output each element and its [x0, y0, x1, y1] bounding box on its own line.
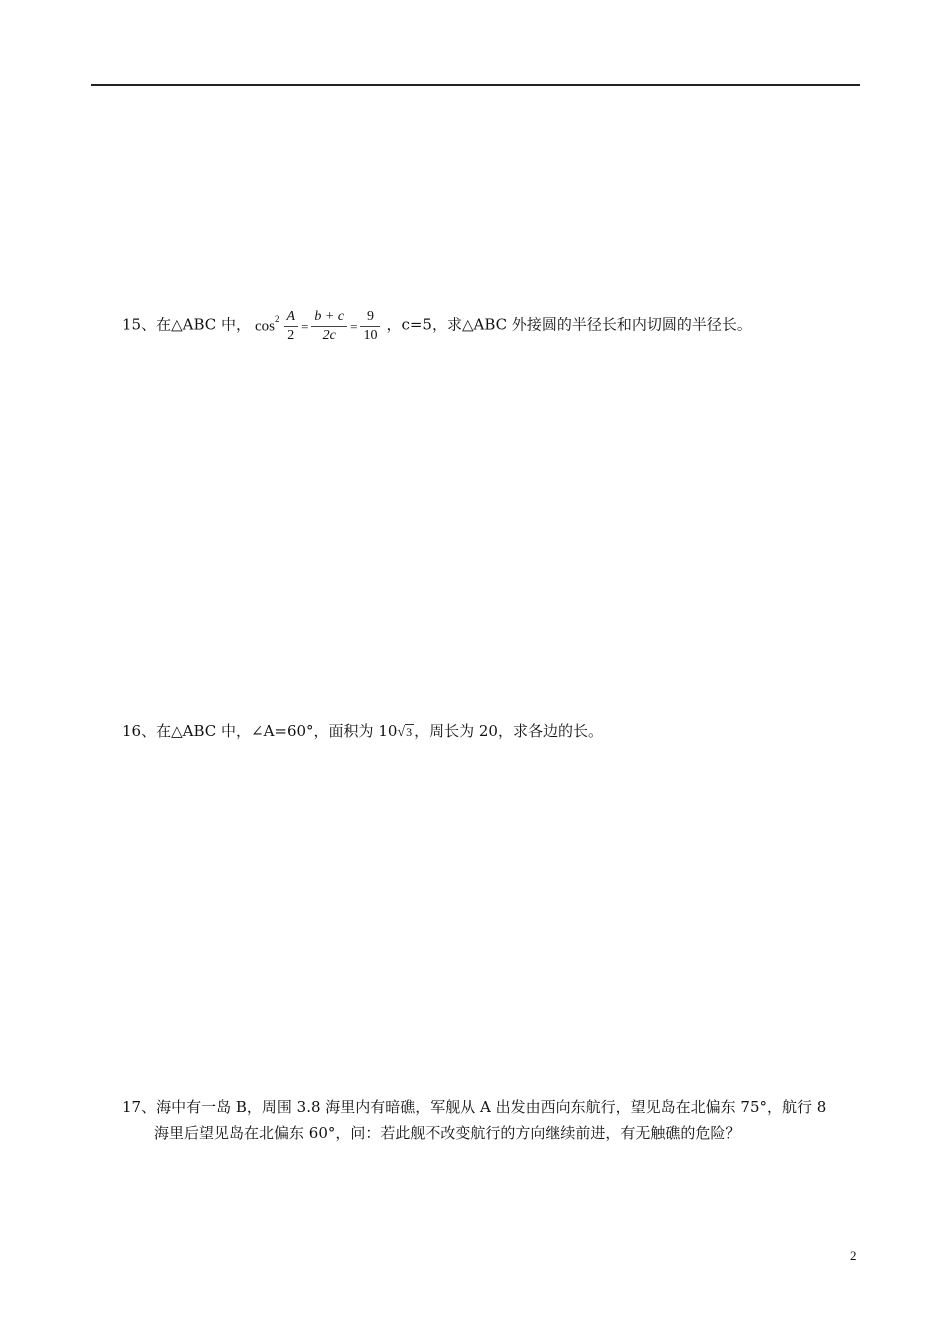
page-number: 2: [850, 1248, 857, 1263]
problem-17-line-2: 海里后望见岛在北偏东 60°，问：若此舰不改变航行的方向继续前进，有无触礁的危险？: [154, 1124, 741, 1142]
fraction-10-denominator: 10: [363, 328, 378, 344]
radicand: 3: [406, 725, 413, 739]
radical-sign: √: [397, 725, 406, 740]
fraction-a-over-2: [284, 308, 299, 345]
problem-16: [122, 718, 603, 746]
fraction-9-over-10: [360, 308, 380, 345]
fraction-bc-numerator: b + c: [311, 308, 347, 327]
problem-15-prefix: 15、在△ABC 中，: [122, 315, 252, 334]
problem-17-line-1: 17、海中有一岛 B，周围 3.8 海里内有暗礁，军舰从 A 出发由西向东航行，望见岛在北偏东 75°，航行 8: [122, 1098, 827, 1116]
cos-power: 2: [275, 314, 280, 324]
cos-function: cos: [255, 318, 276, 335]
problem-17: [122, 1094, 862, 1146]
sqrt-three: [397, 719, 414, 746]
problem-15: [122, 306, 752, 345]
fraction-9-numerator: 9: [360, 308, 380, 327]
problem-15-formula: [255, 306, 382, 345]
fraction-bc-denominator: 2c: [322, 328, 336, 344]
fraction-a-numerator: A: [284, 308, 299, 327]
fraction-bc-over-2c: [311, 308, 347, 345]
header-rule: [91, 84, 860, 86]
fraction-a-denominator: 2: [287, 328, 295, 344]
problem-15-suffix: ，c=5，求△ABC 外接圆的半径长和内切圆的半径长。: [386, 315, 752, 334]
problem-16-prefix: 16、在△ABC 中，∠A=60°，面积为 10: [122, 722, 398, 740]
equals-sign-1: =: [301, 318, 309, 334]
equals-sign-2: =: [350, 318, 358, 334]
problem-16-suffix: ，周长为 20，求各边的长。: [414, 722, 603, 740]
